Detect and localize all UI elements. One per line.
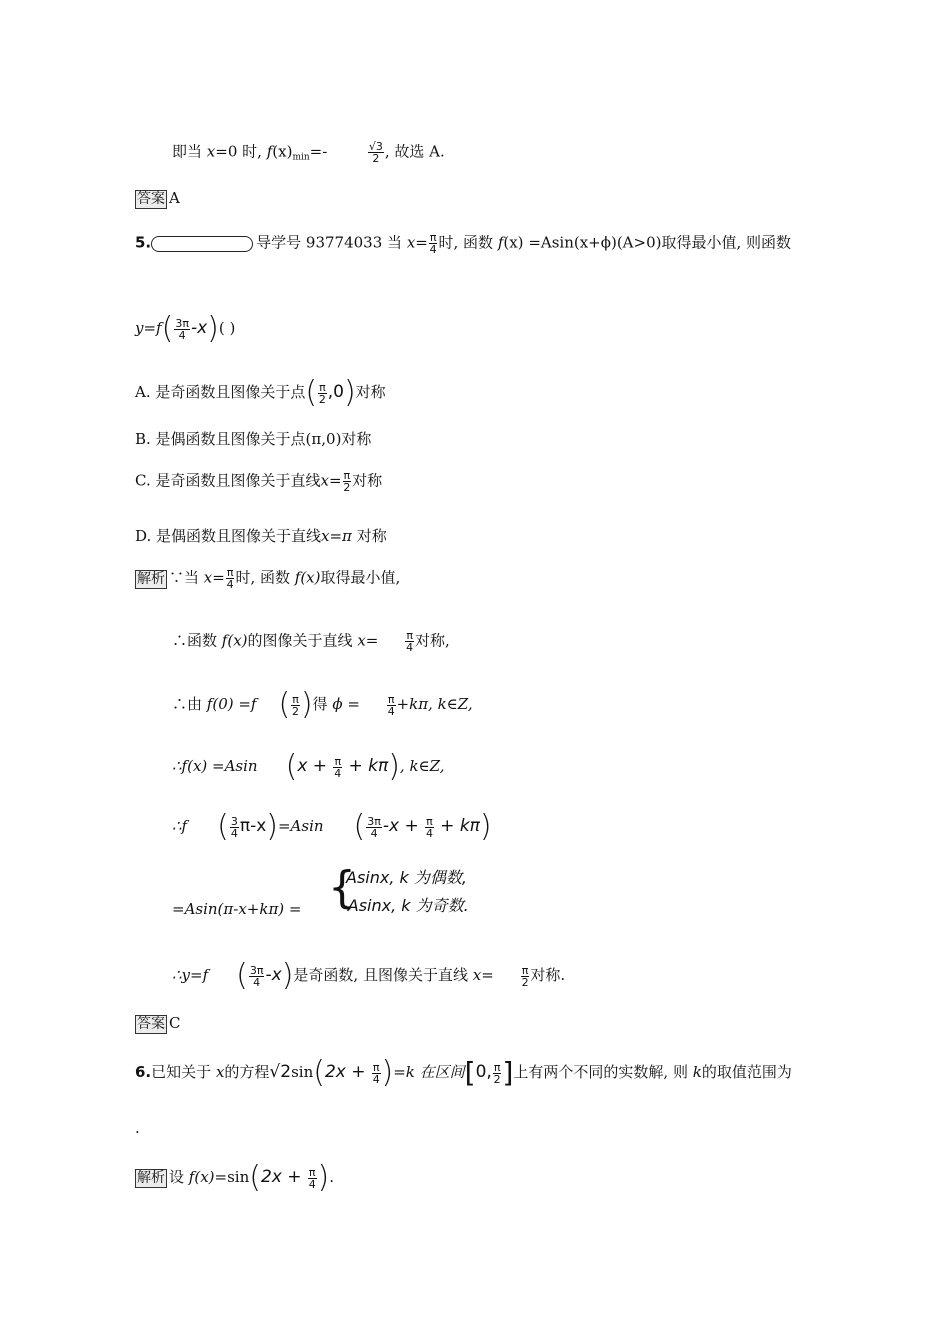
solution-line-6: ∴f ( $\frac{3}{4}$ π-x)=Asin ( $\frac{3\pi}{4}$ -x + $\frac{\pi}{4}$ + kπ) — [172, 809, 492, 844]
fraction: $\frac{\pi}{4}$ — [406, 629, 414, 654]
fraction: $\frac{\pi}{4}$ — [226, 566, 234, 591]
fraction: $\frac{3}{4}$ — [230, 814, 238, 840]
solution-line-4: ∴由 f(0) =f ( $\frac{\pi}{2}$ )得 ϕ = $\frac{\pi}{4}$ +kπ, k∈Z, — [172, 687, 473, 722]
answer-line: 答案 A — [137, 189, 180, 207]
fraction: $\frac{3\pi}{4}$ — [367, 814, 381, 840]
solution-6-line-1: 解析 设 f(x)=sin(2x + $\frac{\pi}{4}$ ). — [137, 1160, 335, 1195]
option-d[interactable]: D. 是偶函数且图像关于直线x=π 对称 — [135, 527, 387, 545]
piecewise-case-2: -Asinx, k 为奇数. — [342, 896, 469, 915]
analysis-tag: 解析 — [137, 570, 165, 587]
option-c[interactable]: C. 是奇函数且图像关于直线x= $\frac{\pi}{2}$ 对称 — [135, 469, 383, 494]
fraction: $\frac{\pi}{4}$ — [387, 692, 395, 718]
fraction: $\frac{\pi}{4}$ — [372, 1060, 380, 1086]
fraction: $\frac{√3}{2}$ — [368, 140, 383, 165]
fraction: $\frac{\pi}{4}$ — [308, 1165, 316, 1191]
solution-line-8: ∴y=f ( $\frac{3\pi}{4}$ -x)是奇函数, 且图像关于直线 x= $\frac{\pi}{2}$ 对称. — [172, 958, 566, 993]
answer-line: 答案 C — [137, 1014, 181, 1032]
solution-line-1: 即当 x=0 时, $f(x)_{min}=-$ $\frac{√3}{2}$ , 故选 A. — [172, 140, 445, 165]
fraction: $\frac{3\pi}{4}$ — [249, 963, 264, 989]
question-6-stem: 6.已知关于 x的方程√2sin(2x + $\frac{\pi}{4}$ )=k 在区间[0, $\frac{\pi}{2}$ ]上有两个不同的实数解, 则 k的取值范围为 — [135, 1055, 792, 1090]
piecewise-brace: { — [328, 862, 356, 913]
solution-line-5: ∴f(x) =Asin (x + $\frac{\pi}{4}$ + kπ), k∈Z, — [172, 749, 445, 784]
option-b[interactable]: B. 是偶函数且图像关于点(π,0)对称 — [135, 430, 372, 448]
question-5-function: y=f( $\frac{3\pi}{4}$ -x)( ) — [135, 311, 236, 346]
solution-line-2: 解析 ∵当 x= $\frac{\pi}{4}$ 时, 函数 f(x)取得最小值, — [137, 566, 401, 591]
fraction: $\frac{\pi}{2}$ — [493, 1060, 501, 1086]
question-6-blank: . — [135, 1119, 140, 1137]
fraction: $\frac{\pi}{4}$ — [425, 814, 433, 840]
solution-line-7: =Asin(π-x+kπ) = — [172, 900, 302, 918]
guide-badge — [151, 236, 253, 252]
fraction: $\frac{\pi}{4}$ — [334, 754, 342, 780]
question-5-stem: 5. 导学号 93774033 当 x= $\frac{\pi}{4}$ 时, 函数 f(x) =Asin(x+ϕ)(A>0)取得最小值, 则函数 — [135, 231, 792, 256]
analysis-tag: 解析 — [137, 1170, 165, 1186]
fraction: $\frac{\pi}{2}$ — [343, 469, 351, 494]
fraction: $\frac{\pi}{4}$ — [429, 231, 437, 256]
solution-line-3: ∴函数 f(x)的图像关于直线 x= $\frac{\pi}{4}$ 对称, — [172, 629, 450, 654]
fraction: $\frac{\pi}{2}$ — [292, 692, 300, 718]
answer-tag: 答案 — [137, 1016, 165, 1032]
fraction: $\frac{\pi}{2}$ — [318, 380, 326, 406]
fraction: $\frac{\pi}{2}$ — [521, 963, 529, 989]
piecewise-case-1: Asinx, k 为偶数, — [346, 868, 467, 887]
answer-tag: 答案 — [137, 191, 165, 207]
option-a[interactable]: A. 是奇函数且图像关于点( $\frac{\pi}{2}$ ,0)对称 — [135, 375, 386, 410]
fraction: $\frac{3\pi}{4}$ — [175, 316, 189, 342]
